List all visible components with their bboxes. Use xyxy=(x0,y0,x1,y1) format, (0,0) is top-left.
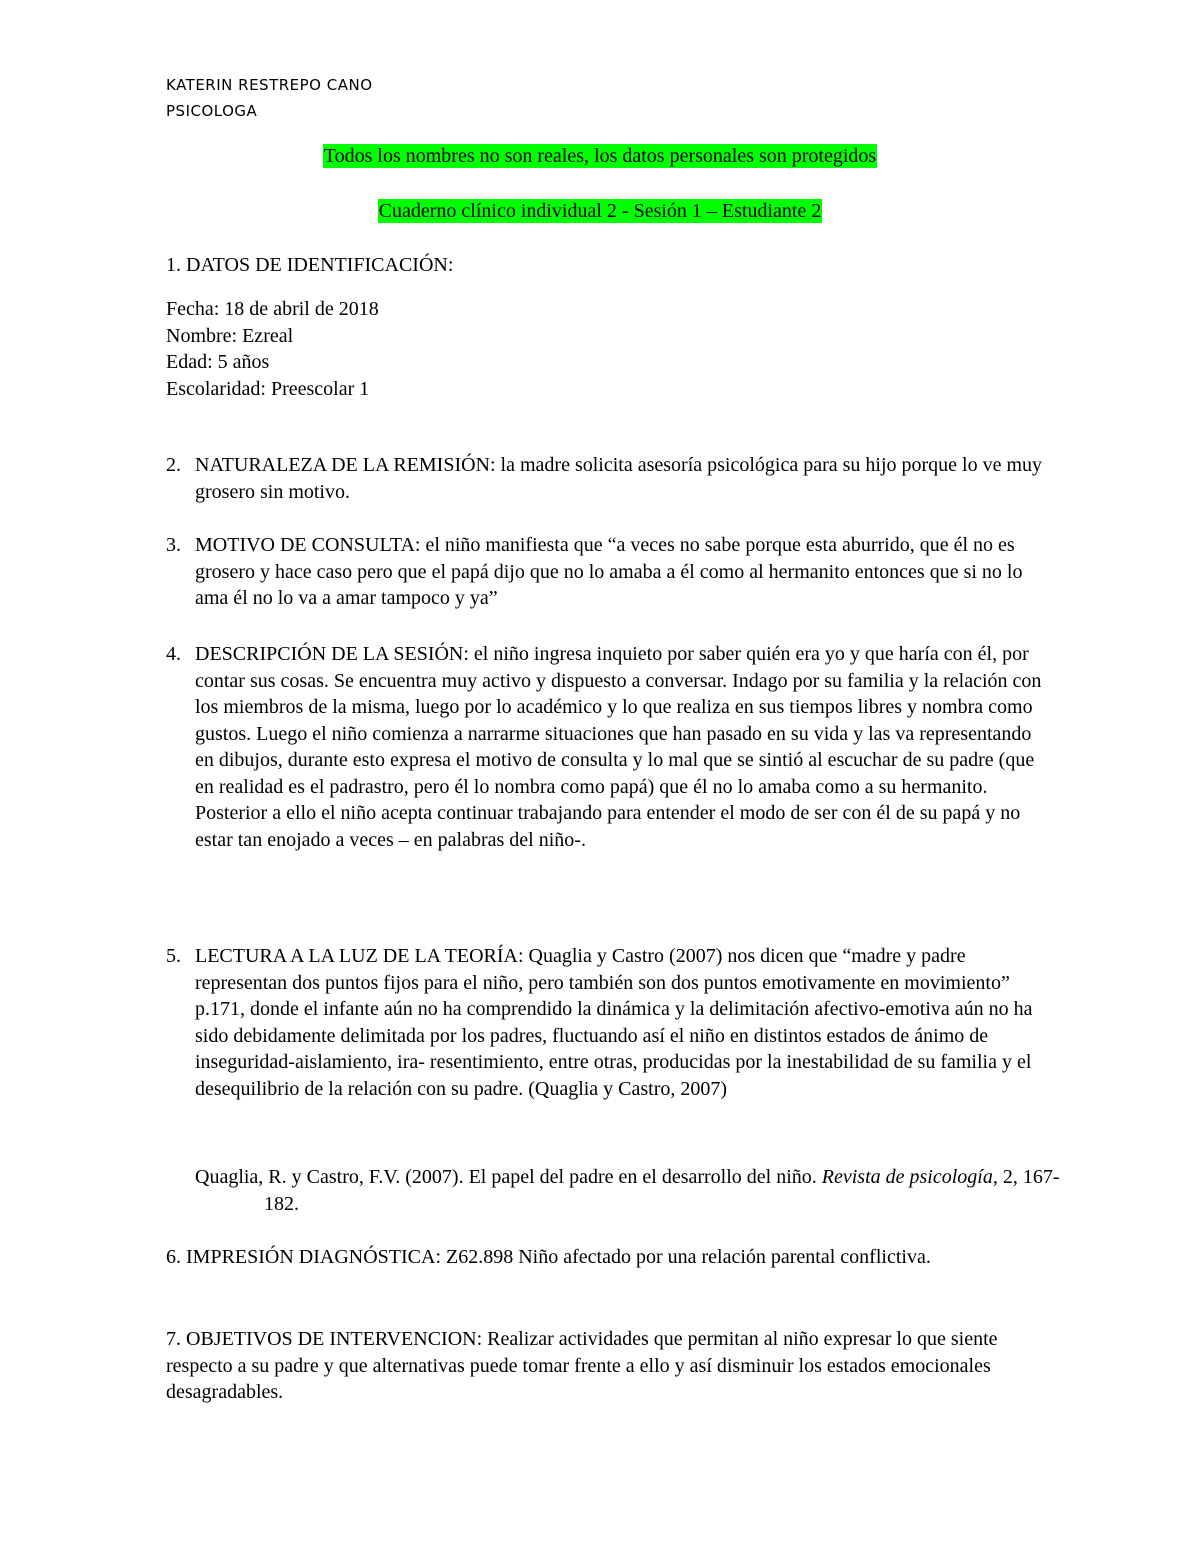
reference-journal: Revista de psicología, xyxy=(821,1166,998,1188)
section-text: MOTIVO DE CONSULTA: el niño manifiesta que “a veces no sabe porque esta aburrido, que él no es grosero y hace caso pero que el papá dijo que no lo amaba a él como al hermanito entonces que si no lo ama él no lo va a amar tampoco y ya” xyxy=(195,534,1023,609)
field-date: Fecha: 18 de abril de 2018 xyxy=(166,298,379,320)
bibliographic-reference xyxy=(195,1164,1094,1217)
field-name: Nombre: Ezreal xyxy=(166,324,294,347)
field-age: Edad: 5 años xyxy=(166,351,270,373)
section-intervention-objectives: 7. OBJETIVOS DE INTERVENCION: Realizar actividades que permitan al niño expresar lo que siente respecto a su padre y que alternativas puede tomar frente a ello y así disminuir los estados emocionales desagradables. xyxy=(166,1328,998,1403)
section-identification-title: 1. DATOS DE IDENTIFICACIÓN: xyxy=(166,254,454,276)
section-number: 2. xyxy=(166,454,181,476)
session-title-text: Cuaderno clínico individual 2 - Sesión 1 – Estudiante 2 xyxy=(378,200,822,222)
section-text: DESCRIPCIÓN DE LA SESIÓN: el niño ingresa inquieto por saber quién era yo y que haría con él, por contar sus cosas. Se encuentra muy activo y dispuesto a conversar. Indago por su familia y la relación con los miembros de la misma, luego por lo académico y lo que realiza en sus tiempos libres y nombra como gustos. Luego el niño comienza a narrarme situaciones que han pasado en su vida y las va representando en dibujos, durante esto expresa el motivo de consulta y lo mal que se sintió al escuchar de su padre (que en realidad es el padrastro, pero él lo nombra como papá) que él no lo amaba como a su hermanito. Posterior a ello el niño acepta continuar trabajando para entender el modo de ser con él de su papá y no estar tan enojado a veces – en palabras del niño-. xyxy=(195,643,1042,851)
author-name: KATERIN RESTREPO CANO xyxy=(166,76,373,94)
section-text: LECTURA A LA LUZ DE LA TEORÍA: Quaglia y Castro (2007) nos dicen que “madre y padre representan dos puntos fijos para el niño, pero también son dos puntos emotivamente en movimiento” p.171, donde el infante aún no ha comprendido la dinámica y la delimitación afectivo-emotiva aún no ha sido debidamente delimitada por los padres, fluctuando así el niño en distintos estados de ánimo de inseguridad-aislamiento, ira- resentimiento, entre otras, producidas por la inestabilidad de su familia y el desequilibrio de la relación con su padre. (Quaglia y Castro, 2007) xyxy=(195,945,1033,1100)
reference-authors: Quaglia, R. y Castro, F.V. (2007). El papel del padre en el desarrollo del niño. xyxy=(195,1166,822,1188)
section-diagnostic-impression: 6. IMPRESIÓN DIAGNÓSTICA: Z62.898 Niño afectado por una relación parental conflictiva. xyxy=(166,1246,931,1268)
section-number: 4. xyxy=(166,643,181,665)
section-number: 5. xyxy=(166,945,181,967)
section-consultation-reason xyxy=(166,532,1046,612)
privacy-notice xyxy=(0,143,1200,170)
field-schooling: Escolaridad: Preescolar 1 xyxy=(166,377,370,400)
identification-fields xyxy=(166,296,1046,402)
section-session-description xyxy=(166,641,1046,853)
section-text: NATURALEZA DE LA REMISIÓN: la madre solicita asesoría psicológica para su hijo porque lo ve muy grosero sin motivo. xyxy=(195,454,1043,503)
section-number: 3. xyxy=(166,534,181,556)
author-role: PSICOLOGA xyxy=(166,102,258,120)
session-title xyxy=(0,198,1200,225)
section-theory-reading xyxy=(166,943,1046,1102)
section-referral xyxy=(166,452,1046,505)
reference-pages: 2, 167-182. xyxy=(264,1166,1060,1215)
privacy-notice-text: Todos los nombres no son reales, los datos personales son protegidos xyxy=(323,145,877,167)
